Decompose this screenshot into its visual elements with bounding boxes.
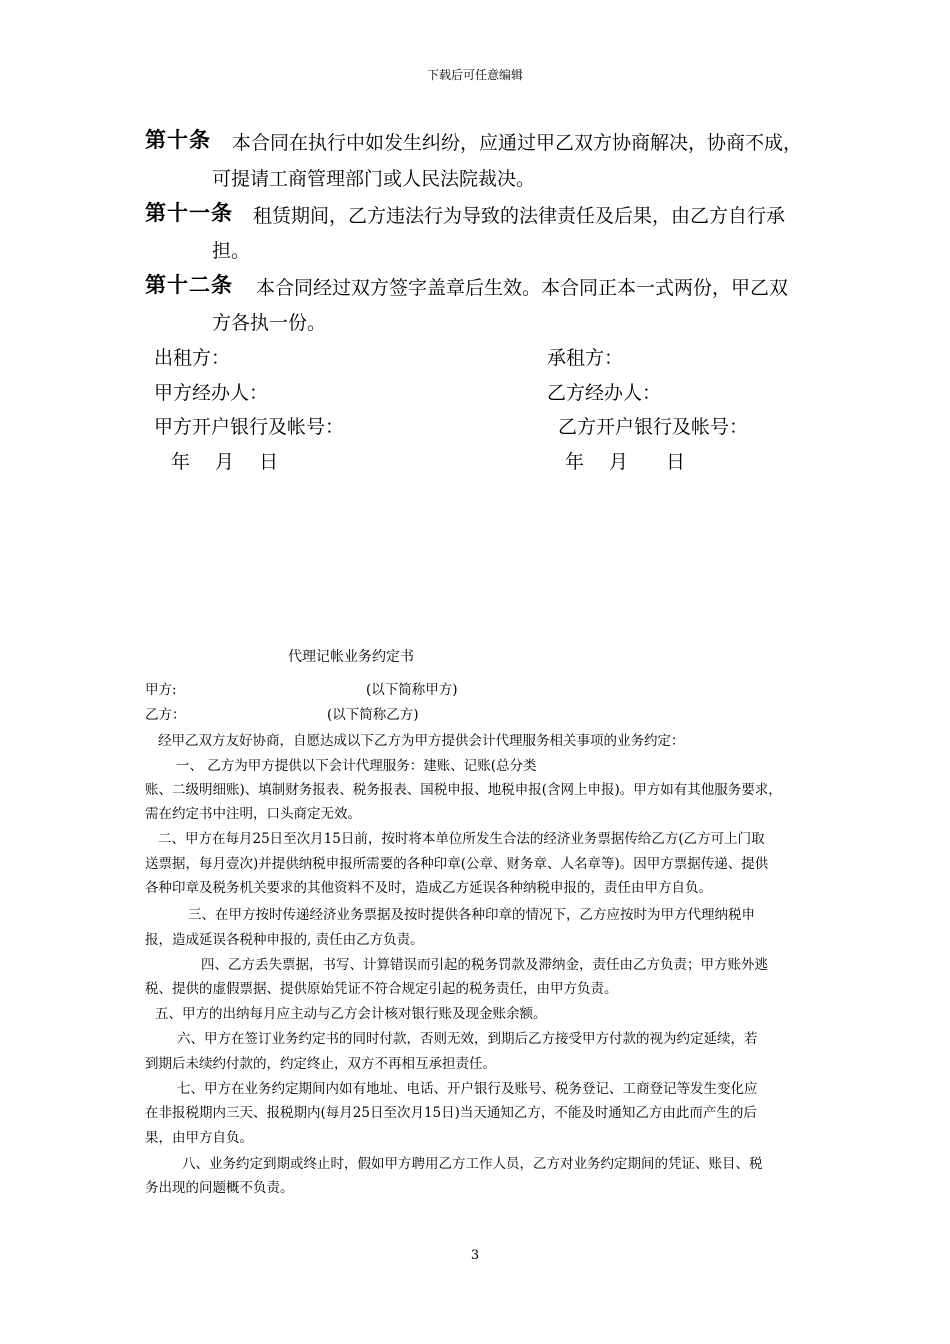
party-a-bank-label: 甲方开户银行及帐号： (154, 416, 345, 438)
party-b-agent-label: 乙方经办人： (547, 382, 662, 404)
article-11-text-line2: 担。 (212, 240, 251, 262)
agreement-line: 到期后未续约付款的，约定终止，双方不再相互承担责任。 (145, 1056, 496, 1072)
party-a-line-note: (以下简称甲方) (366, 682, 458, 698)
agreement-line: 一、 乙方为甲方提供以下会计代理服务：建账、记账(总分类 (176, 758, 537, 774)
party-a-date: 年 月 日 (171, 451, 279, 473)
article-10-text-line2: 可提请工商管理部门或人民法院裁决。 (212, 168, 536, 190)
agreement-line: 果，由甲方自负。 (145, 1130, 253, 1146)
party-b-date: 年 月 日 (565, 451, 686, 473)
page-number: 3 (470, 1248, 480, 1263)
agreement-line: 送票据，每月壹次)并提供纳税申报所需要的各种印章(公章、财务章、人名章等)。因甲方票据传递、提供 (145, 856, 769, 872)
article-12-text-line2: 方各执一份。 (212, 312, 327, 334)
agreement-line: 报，造成延误各税种申报的, 责任由乙方负责。 (145, 932, 424, 948)
agreement-line: 务出现的问题概不负责。 (145, 1180, 294, 1196)
lessee-label: 承租方： (547, 347, 624, 369)
agreement-line: 八、业务约定到期或终止时，假如甲方聘用乙方工作人员，乙方对业务约定期间的凭证、账目、税 (182, 1156, 763, 1172)
agreement-line: 六、甲方在签订业务约定书的同时付款，否则无效，到期后乙方接受甲方付款的视为约定延续，若 (177, 1031, 758, 1047)
article-10-text-line1: 本合同在执行中如发生纠纷，应通过甲乙双方协商解决，协商不成， (232, 132, 803, 154)
article-10-number: 第十条 (145, 127, 211, 152)
agreement-line: 七、甲方在业务约定期间内如有地址、电话、开户银行及账号、税务登记、工商登记等发生变化应 (177, 1081, 758, 1097)
party-b-bank-label: 乙方开户银行及帐号： (558, 416, 749, 438)
agreement-title: 代理记帐业务约定书 (288, 649, 414, 665)
agreement-line: 需在约定书中注明，口头商定无效。 (145, 806, 361, 822)
lessor-label: 出租方： (154, 347, 231, 369)
party-a-agent-label: 甲方经办人： (154, 382, 269, 404)
article-12-text-line1: 本合同经过双方签字盖章后生效。本合同正本一式两份，甲乙双 (256, 277, 789, 299)
article-12-number: 第十二条 (145, 272, 233, 297)
agreement-line: 经甲乙双方友好协商，自愿达成以下乙方为甲方提供会计代理服务相关事项的业务约定： (158, 733, 685, 749)
agreement-line: 在非报税期内三天、报税期内(每月25日至次月15日)当天通知乙方，不能及时通知乙方由此而产生的后 (145, 1105, 757, 1121)
agreement-line: 各种印章及税务机关要求的其他资料不及时，造成乙方延误各种纳税申报的，责任由甲方自负。 (145, 880, 712, 896)
agreement-line: 五、甲方的出纳每月应主动与乙方会计核对银行账及现金账余额。 (155, 1006, 547, 1022)
agreement-line: 账、二级明细账)、填制财务报表、税务报表、国税申报、地税申报(含网上申报)。甲方如有其他服务要求， (145, 782, 782, 798)
party-b-line-note: (以下简称乙方) (327, 707, 419, 723)
article-11-text-line1: 租赁期间，乙方违法行为导致的法律责任及后果，由乙方自行承 (253, 205, 786, 227)
agreement-line: 三、在甲方按时传递经济业务票据及按时提供各种印章的情况下，乙方应按时为甲方代理纳税申 (188, 907, 755, 923)
party-a-line-label: 甲方: (145, 682, 177, 698)
agreement-line: 二、甲方在每月25日至次月15日前，按时将本单位所发生合法的经济业务票据传给乙方(乙方可上门取 (158, 831, 765, 847)
party-b-line-label: 乙方： (145, 707, 186, 723)
article-11-number: 第十一条 (145, 200, 233, 225)
page-header: 下载后可任意编辑 (426, 68, 523, 82)
agreement-line: 税、提供的虚假票据、提供原始凭证不符合规定引起的税务责任，由甲方负责。 (145, 981, 618, 997)
agreement-line: 四、乙方丢失票据，书写、计算错误而引起的税务罚款及滞纳金，责任由乙方负责；甲方账外逃 (201, 957, 768, 973)
